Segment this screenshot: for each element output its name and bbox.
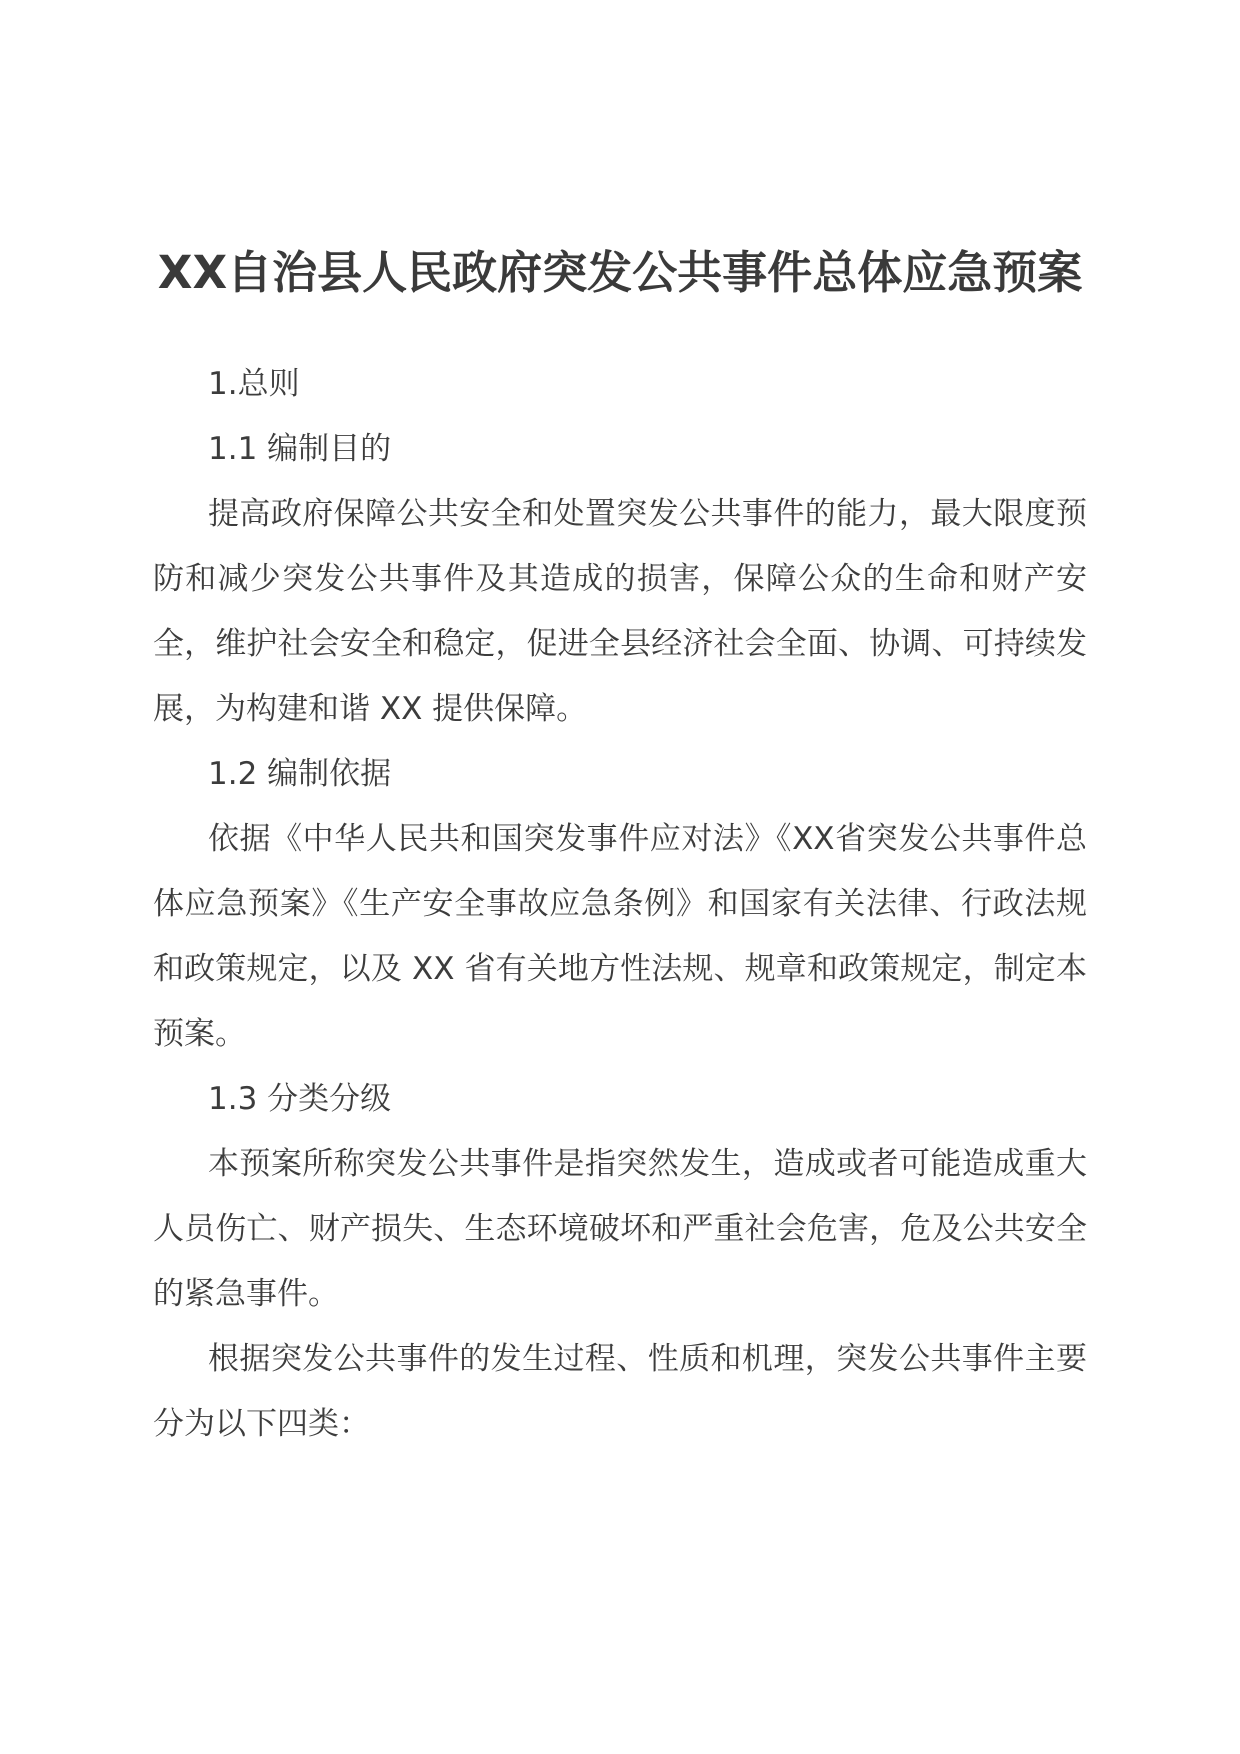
- heading-general-provisions: 1.总则: [208, 366, 300, 402]
- document-body: [153, 352, 1087, 1457]
- heading-purpose: 1.1 编制目的: [208, 431, 392, 467]
- document-title: XX自治县人民政府突发公共事件总体应急预案: [157, 246, 1083, 299]
- paragraph-definition: 本预案所称突发公共事件是指突然发生，造成或者可能造成重大人员伤亡、财产损失、生态环境破坏和严重社会危害，危及公共安全的紧急事件。: [153, 1146, 1087, 1312]
- heading-classification: 1.3 分类分级: [208, 1081, 392, 1117]
- paragraph-basis: 依据《中华人民共和国突发事件应对法》《XX省突发公共事件总体应急预案》《生产安全事故应急条例》和国家有关法律、行政法规和政策规定，以及 XX 省有关地方性法规、规章和政策规定，制定本预案。: [153, 821, 1087, 1052]
- paragraph-purpose: 提高政府保障公共安全和处置突发公共事件的能力，最大限度预防和减少突发公共事件及其造成的损害，保障公众的生命和财产安全，维护社会安全和稳定，促进全县经济社会全面、协调、可持续发展，为构建和谐 XX 提供保障。: [153, 496, 1087, 727]
- paragraph-categories: 根据突发公共事件的发生过程、性质和机理，突发公共事件主要分为以下四类：: [153, 1341, 1087, 1442]
- heading-basis: 1.2 编制依据: [208, 756, 392, 792]
- document-page: [153, 240, 1087, 1457]
